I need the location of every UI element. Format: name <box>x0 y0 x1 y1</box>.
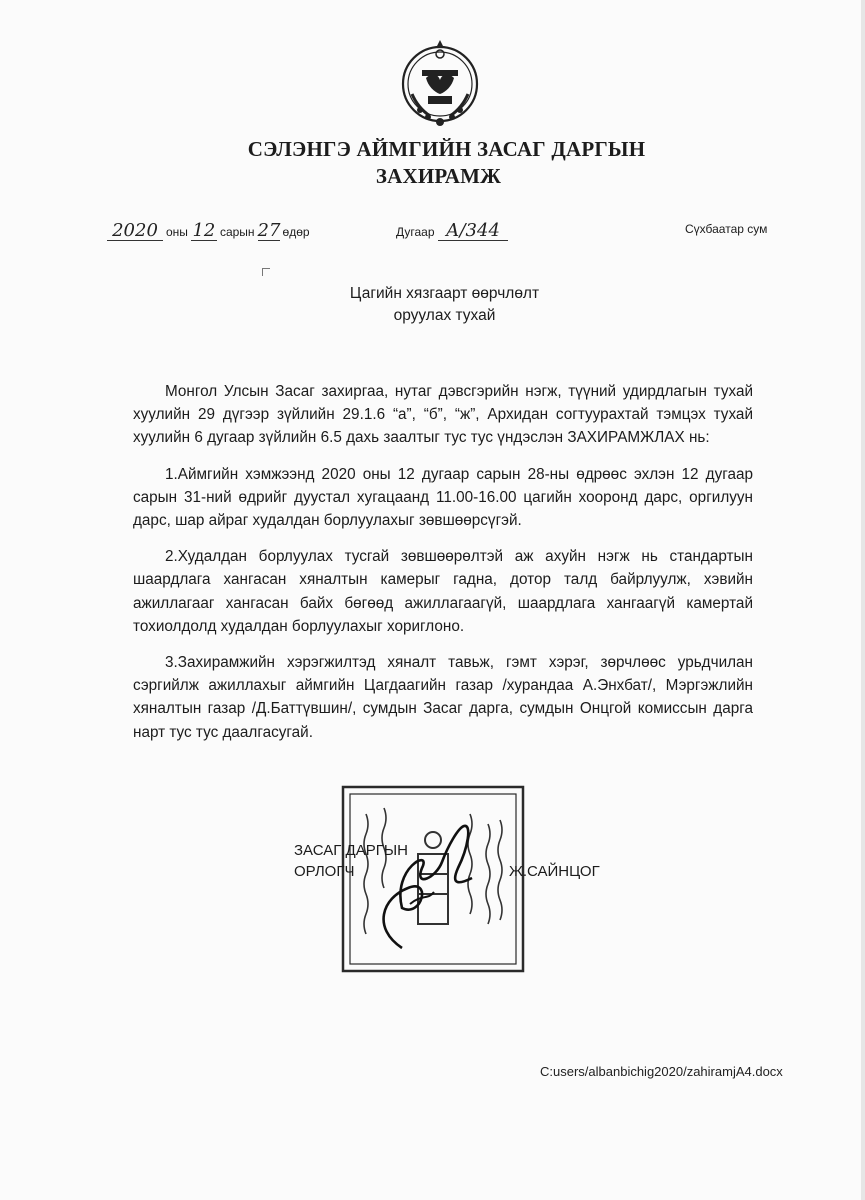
signatory-title-line-1: ЗАСАГ ДАРГЫН <box>294 842 408 859</box>
document-number: А/344 <box>438 222 508 241</box>
file-path: C:users/albanbichig2020/zahiramjA4.docx <box>540 1064 783 1079</box>
date-day: 27 <box>257 220 281 241</box>
day-label: өдөр <box>282 225 310 239</box>
date-line <box>107 222 313 241</box>
clause-paragraph-3: 3.Захирамжийн хэрэгжилтэд хяналт тавьж, гэмт хэрэг, зөрчлөөс урьдчилан сэргийлж ажиллахыг аймгийн Цагдаагийн газар /хурандаа А.Энхбат/, Мэргэжлийн хяналтын газар /Д.Баттүвшин/, сумдын Засаг дарга, сумдын Онцгой комиссын дарга нарт тус тус даалгасугай. <box>133 654 753 741</box>
subject-line-1: Цагийн хязгаарт өөрчлөлт <box>349 285 540 302</box>
date-month: 12 <box>192 220 216 241</box>
document-authority-title: СЭЛЭНГЭ АЙМГИЙН ЗАСАГ ДАРГЫН <box>247 137 646 161</box>
signatory-title-line-2: ОРЛОГЧ <box>294 863 355 880</box>
number-label: Дугаар <box>396 225 435 239</box>
year-label: оны <box>166 225 188 239</box>
place-label: Сүхбаатар сум <box>685 222 768 236</box>
clause-paragraph-1: 1.Аймгийн хэмжээнд 2020 оны 12 дугаар сарын 28-ны өдрөөс эхлэн 12 дугаар сарын 31-ний өдрийг дуустал хугацаанд 11.00-16.00 цагийн хооронд дарс, оргилуун дарс, шар айраг худалдан борлуулахыг зөвшөөрсүгэй. <box>133 465 753 530</box>
state-emblem-icon <box>398 34 482 134</box>
subject-line-2: оруулах тухай <box>393 307 496 324</box>
preamble-paragraph: Монгол Улсын Засаг захиргаа, нутаг дэвсгэрийн нэгж, түүний удирдлагын тухай хуулийн 29 дүгээр зүйлийн 29.1.6 “а”, “б”, “ж”, Архидан согтуурахтай тэмцэх тухай хуулийн 6 дугаар зүйлийн 6.5 дахь заалтыг тус тус үндэслэн ЗАХИРАМЖЛАХ нь: <box>133 383 753 447</box>
document-type-title: ЗАХИРАМЖ <box>375 164 502 188</box>
document-body <box>133 380 753 757</box>
corner-mark <box>262 268 270 276</box>
signatory-name: Ж.САЙНЦОГ <box>509 863 600 880</box>
date-year: 2020 <box>107 222 163 241</box>
month-label: сарын <box>219 225 255 239</box>
document-number-line <box>396 222 508 241</box>
handwritten-signature <box>362 808 482 958</box>
clause-paragraph-2: 2.Худалдан борлуулах тусгай зөвшөөрөлтэй аж ахуйн нэгж нь стандартын шаардлага хангасан хяналтын камерыг гадна, дотор талд байрлуулж, хэвийн ажиллагааг хангасан байх бөгөөд ажиллагаагүй, шаардлага хангаагүй камертай тохиолдолд худалдан борлуулахыг хориглоно. <box>133 548 753 635</box>
